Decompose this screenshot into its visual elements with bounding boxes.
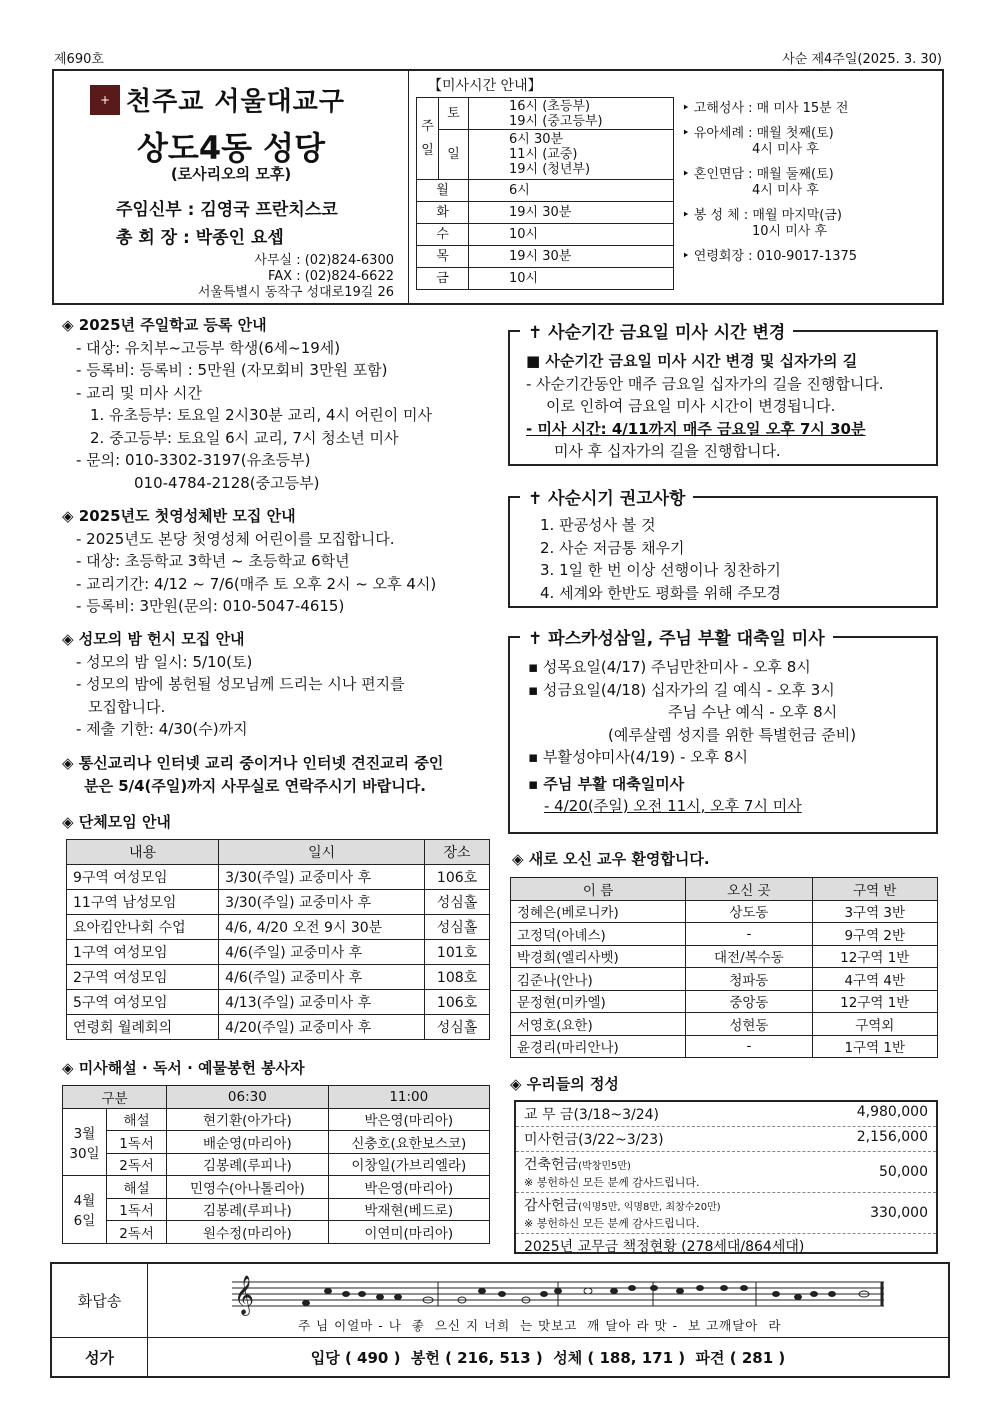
table-row: 김준나(안나) 청파동 4구역 4반 <box>511 968 938 991</box>
issue-date: 사순 제4주일(2025. 3. 30) <box>782 52 942 67</box>
lent-change-box: ✝ 사순기간 금요일 미사 시간 변경 ■ 사순기간 금요일 미사 시간 변경 및 십자가의 길 - 사순기간동안 매주 금요일 십자가의 길을 진행합니다. 이로 인하여 금요일 미사 시간이 변경됩니다. - 미사 시간: 4/11까지 매주 금요일 오후 7시 30분 미사 후 십자가의 길을 진행합니다. <box>508 330 938 466</box>
online-notice: ◈ 통신교리나 인터넷 교리 중이거나 인터넷 견진교리 중인 분은 5/4(주일)까지 사무실로 연락주시기 바랍니다. <box>62 754 444 795</box>
table-row: 2구역 여성모임 4/6(주일) 교중미사 후 108호 <box>67 965 490 990</box>
cross-icon: + <box>90 85 120 115</box>
president: 총 회 장 : 박종인 요셉 <box>116 228 284 248</box>
music-box <box>50 1262 950 1378</box>
newcomers-table: 이 름 오신 곳 구역 반 정혜은(베로니카) 상도동 3구역 3반 고정덕(아녜스) - 9구역 2반 박경희(엘리사벳) 대전/복수동 12구역 1반 김준나(안나) 청파동 4구역 4반 문정현(미카엘) 중앙동 12구역 1반 서영호(요한) 성현동 구역외 윤경리(마리안나) - 1구역 1반 <box>510 877 938 1058</box>
table-row: 9구역 여성모임 3/30(주일) 교중미사 후 106호 <box>67 865 490 890</box>
table-row: 정혜은(베로니카) 상도동 3구역 3반 <box>511 900 938 923</box>
parish-name: 상도4동 성당 <box>137 129 325 167</box>
groups-title: ◈ 단체모임 안내 <box>62 813 171 831</box>
table-row: 연령회 월례회의 4/20(주일) 교중미사 후 성심홀 <box>67 1015 490 1040</box>
offering-title: ◈ 우리들의 정성 <box>510 1075 619 1093</box>
table-row: 서영호(요한) 성현동 구역외 <box>511 1013 938 1036</box>
psalm-lyrics: 주 님 이얼마 - 나 좋 으신 지 너희 는 맛보고 깨 달아 라 맛 - 보 고깨달아 라 <box>298 1318 782 1333</box>
table-row: 요아킴안나회 수업 4/6, 4/20 오전 9시 30분 성심홀 <box>67 915 490 940</box>
patron: (로사리오의 모후) <box>170 165 292 183</box>
header-box <box>52 69 944 305</box>
lent-advice-box: ✝ 사순시기 권고사항 1. 판공성사 볼 것 2. 사순 저금통 채우기 3. 1일 한 번 이상 선행이나 칭찬하기 4. 세계와 한반도 평화를 위해 주모경 <box>508 496 938 608</box>
table-row: 고정덕(아녜스) - 9구역 2반 <box>511 923 938 946</box>
hymns-label: 성가 <box>52 1338 148 1376</box>
issue-number: 제690호 <box>54 52 104 67</box>
communion-section: ◈ 2025년도 첫영성체반 모집 안내 - 2025년도 본당 첫영성체 어린이를 모집합니다. - 대상: 초등학교 3학년 ~ 초등학교 6학년 - 교리기간: 4/12 ~ 7/6(매주 토 오후 2시 ~ 오후 4시) - 등록비: 3만원(문의: 010-5047-4615) <box>62 507 437 615</box>
psalm-staff <box>148 1264 948 1338</box>
table-row: 윤경리(마리안나) - 1구역 1반 <box>511 1035 938 1058</box>
psalm-label: 화답송 <box>52 1264 148 1338</box>
newcomers-title: ◈ 새로 오신 교우 환영합니다. <box>512 850 710 868</box>
servers-table: 구분 06:30 11:00 3월 30일 해설 현기환(아가다) 박은영(마리아) 1독서 배순영(마리아) 신충호(요한보스코) 2독서 김봉례(루피나) 이창일(가브리엘라) 4월 6일 해설 민영수(아나톨리아) 박은영(마리아) 1독서 김봉례(루피나) 박재현(베드로) 2독서 원수정(마리아) 이연미(마리아) <box>62 1085 490 1244</box>
mary-section: ◈ 성모의 밤 헌시 모집 안내 - 성모의 밤 일시: 5/10(토) - 성모의 밤에 봉헌될 성모님께 드리는 시나 편지를 모집합니다. - 제출 기한: 4/30(수)까지 <box>62 630 405 738</box>
svg-text:𝄞: 𝄞 <box>234 1275 255 1315</box>
mass-table: 주일 토 16시 (초등부) 19시 (중고등부) 일 6시 30분 11시 (교중) 19시 (청년부) 월 6시 화 19시 30분 수 10시 목 19시 30분 금 10시 <box>416 97 674 290</box>
table-row: 문정현(미카엘) 중앙동 12구역 1반 <box>511 990 938 1013</box>
contact: 사무실 : (02)824-6300 FAX : (02)824-6622 서울특별시 동작구 성대로19길 26 <box>197 253 394 300</box>
table-row: 1구역 여성모임 4/6(주일) 교중미사 후 101호 <box>67 940 490 965</box>
offering-box: 교 무 금(3/18~3/24) 4,980,000 미사헌금(3/22~3/23) 2,156,000 건축헌금(박창민5만) ※ 봉헌하신 모든 분께 감사드립니다. 50,000 감사헌금(익명5만, 익명8만, 최창수20만) ※ 봉헌하신 모든 분께 감사드립니다. 330,000 2025년 교무금 책정현황 (278세대/864세대) <box>514 1100 938 1254</box>
school-section: ◈ 2025년 주일학교 등록 안내 - 대상: 유치부~고등부 학생(6세~19세) - 등록비: 등록비 : 5만원 (자모회비 3만원 포함) - 교리 및 미사 시간 1. 유초등부: 토요일 2시30분 교리, 4시 어린이 미사 2. 중고등부: 토요일 6시 교리, 7시 청소년 미사 - 문의: 010-3302-3197(유초등부) 010-4784-2128(중고등부) <box>62 316 433 492</box>
table-row: 5구역 여성모임 4/13(주일) 교중미사 후 106호 <box>67 990 490 1015</box>
easter-box: ✝ 파스카성삼일, 주님 부활 대축일 미사 ▪ 성목요일(4/17) 주님만찬미사 - 오후 8시 ▪ 성금요일(4/18) 십자가의 길 예식 - 오후 3시 주님 수난 예식 - 오후 8시 (예루살렘 성지를 위한 특별헌금 준비) ▪ 부활성야미사(4/19) - 오후 8시 ▪ 주님 부활 대축일미사 - 4/20(주일) 오전 11시, 오후 7시 미사 <box>508 636 938 834</box>
pastor: 주임신부 : 김영국 프란치스코 <box>116 200 338 220</box>
hymns-text: 입당 ( 490 ) 봉헌 ( 216, 513 ) 성체 ( 188, 171 ) 파견 ( 281 ) <box>310 1348 786 1367</box>
table-row: 11구역 남성모임 3/30(주일) 교중미사 후 성심홀 <box>67 890 490 915</box>
servers-title: ◈ 미사해설 · 독서 · 예물봉헌 봉사자 <box>62 1059 305 1077</box>
diocese-logo: + 천주교 서울대교구 <box>90 81 345 118</box>
table-row: 박경희(엘리사벳) 대전/복수동 12구역 1반 <box>511 945 938 968</box>
groups-table: 내용 일시 장소 9구역 여성모임 3/30(주일) 교중미사 후 106호 11구역 남성모임 3/30(주일) 교중미사 후 성심홀 요아킴안나회 수업 4/6, 4/20 오전 9시 30분 성심홀 1구역 여성모임 4/6(주일) 교중미사 후 101호 2구역 여성모임 4/6(주일) 교중미사 후 108호 5구역 여성모임 4/13(주일) 교중미사 후 106호 연령회 월례회의 4/20(주일) 교중미사 후 성심홀 <box>66 839 490 1040</box>
sacrament-info: ‣ 고해성사 : 매 미사 15분 전 ‣ 유아세례 : 매월 첫째(토) 4시 미사 후 ‣ 혼인면담 : 매월 둘째(토) 4시 미사 후 ‣ 봉 성 체 : 매월 마지막(금) 10시 미사 후 ‣ 연령회장 : 010-9017-1375 <box>682 101 858 264</box>
mass-title: 【미사시간 안내】 <box>428 78 542 94</box>
